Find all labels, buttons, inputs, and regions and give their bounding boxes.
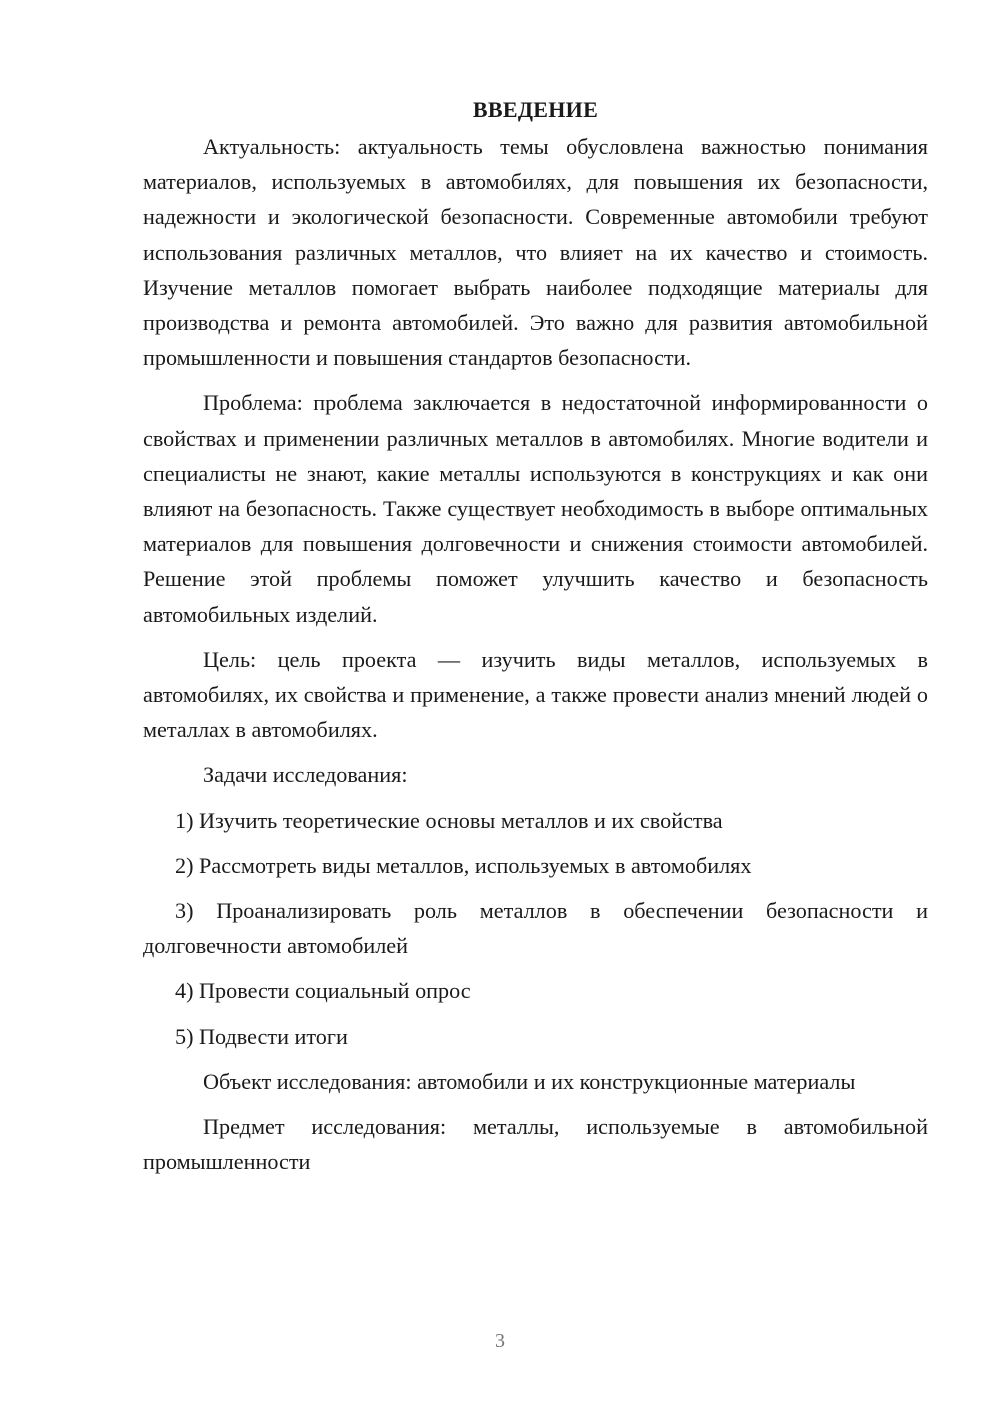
page-number: 3 [495, 1330, 505, 1352]
section-title: ВВЕДЕНИЕ [472, 97, 599, 122]
paragraph-subject: Предмет исследования: металлы, используемые в автомобильной промышленности [143, 1114, 928, 1175]
task-item-5: 5) Подвести итоги [175, 1023, 348, 1049]
paragraph-object: Объект исследования: автомобили и их конструкционные материалы [203, 1068, 856, 1094]
paragraph-problem: Проблема: проблема заключается в недостаточной информированности о свойствах и применении различных металлов в автомобилях. Многие водители и специалисты не знают, какие металлы используются в конструкциях и как они влияют на безопасность. Также существует необходимость в выборе оптимальных материалов для повышения долговечности и снижения стоимости автомобилей. Решение этой проблемы поможет улучшить качество и безопасность автомобильных изделий. [143, 390, 928, 627]
paragraph-goal: Цель: цель проекта — изучить виды металлов, используемых в автомобилях, их свойства и применение, а также провести анализ мнений людей о металлах в автомобилях. [143, 646, 928, 743]
tasks-heading: Задачи исследования: [203, 762, 408, 788]
document-page [143, 92, 928, 1179]
task-item-1: 1) Изучить теоретические основы металлов и их свойства [175, 807, 723, 833]
paragraph-relevance: Актуальность: актуальность темы обусловлена важностью понимания материалов, используемых в автомобилях, для повышения их безопасности, надежности и экологической безопасности. Современные автомобили требуют использования различных металлов, что влияет на их качество и стоимость. Изучение металлов помогает выбрать наиболее подходящие материалы для производства и ремонта автомобилей. Это важно для развития автомобильной промышленности и повышения стандартов безопасности. [143, 134, 928, 371]
task-item-4: 4) Провести социальный опрос [175, 978, 471, 1004]
task-item-2: 2) Рассмотреть виды металлов, используемых в автомобилях [175, 852, 752, 878]
task-item-3: 3) Проанализировать роль металлов в обеспечении безопасности и долговечности автомобилей [143, 898, 928, 959]
